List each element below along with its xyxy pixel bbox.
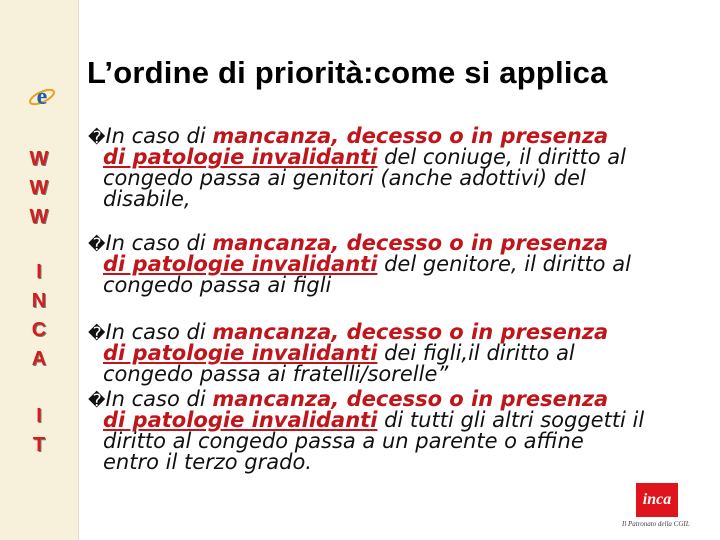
bullet-line: [88, 189, 706, 210]
highlight-text: di patologie invalidanti: [103, 252, 378, 276]
inca-logo-caption: Il Patronato della CGIL: [622, 520, 690, 528]
bullet-item: [88, 389, 706, 473]
bullet-line: [88, 147, 706, 168]
text-run: congedo passa ai figli: [103, 273, 332, 297]
sidebar-letter: T: [32, 434, 46, 456]
slide-title: L’ordine di priorità:come si applica: [87, 55, 608, 90]
sidebar-letter: W: [29, 206, 49, 228]
text-run: congedo passa ai fratelli/sorelle”: [103, 362, 449, 386]
bullet-marker: �: [88, 128, 106, 148]
sidebar-letters-inca: [0, 258, 78, 374]
sidebar-divider: [78, 0, 79, 540]
bullet-line: [88, 431, 706, 452]
sidebar-letter: I: [36, 405, 42, 427]
bullet-item: [88, 322, 706, 385]
highlight-text: mancanza, decesso o in presenza: [212, 320, 609, 344]
bullet-line: [88, 254, 706, 275]
text-run: dei figli,il diritto al: [377, 341, 575, 365]
bullet-line: [88, 168, 706, 189]
bullet-line: [88, 275, 706, 296]
highlight-text: mancanza, decesso o in presenza: [212, 124, 609, 148]
sidebar-letter: A: [31, 348, 47, 370]
text-run: diritto al congedo passa a un parente o affine: [103, 429, 584, 453]
text-run: entro il terzo grado.: [103, 450, 312, 474]
bullet-line: [88, 126, 706, 147]
text-run: di tutti gli altri soggetti il: [377, 408, 645, 432]
text-run: del coniuge, il diritto al: [377, 145, 626, 169]
sidebar-letters-www: [0, 145, 78, 232]
text-run: del genitore, il diritto al: [377, 252, 631, 276]
bullet-line: [88, 389, 706, 410]
inca-logo: inca: [636, 483, 678, 517]
text-run: In caso di: [105, 387, 213, 411]
highlight-text: mancanza, decesso o in presenza: [212, 387, 609, 411]
sidebar-letter: I: [36, 261, 42, 283]
bullet-line: [88, 410, 706, 431]
text-run: In caso di: [105, 124, 213, 148]
highlight-text: mancanza, decesso o in presenza: [212, 231, 609, 255]
highlight-text: di patologie invalidanti: [103, 408, 378, 432]
bullet-line: [88, 364, 706, 385]
bullet-line: [88, 322, 706, 343]
bullet-line: [88, 452, 706, 473]
highlight-text: di patologie invalidanti: [103, 145, 378, 169]
bullet-line: [88, 343, 706, 364]
sidebar-letter: N: [31, 290, 47, 312]
bullet-marker: �: [88, 324, 106, 344]
text-run: In caso di: [105, 320, 213, 344]
text-run: congedo passa ai genitori (anche adottivi) del: [103, 166, 586, 190]
bullet-item: [88, 233, 706, 296]
sidebar-letter: C: [31, 319, 47, 341]
bullet-marker: �: [88, 391, 106, 411]
bullet-marker: �: [88, 235, 106, 255]
sidebar-letter: W: [29, 148, 49, 170]
svg-text:e: e: [36, 84, 48, 110]
text-run: In caso di: [105, 231, 213, 255]
sidebar-letters-it: [0, 402, 78, 460]
sidebar-letter: W: [29, 177, 49, 199]
highlight-text: di patologie invalidanti: [103, 341, 378, 365]
bullet-line: [88, 233, 706, 254]
text-run: disabile,: [103, 187, 191, 211]
internet-explorer-icon: [27, 82, 57, 112]
bullet-item: [88, 126, 706, 210]
